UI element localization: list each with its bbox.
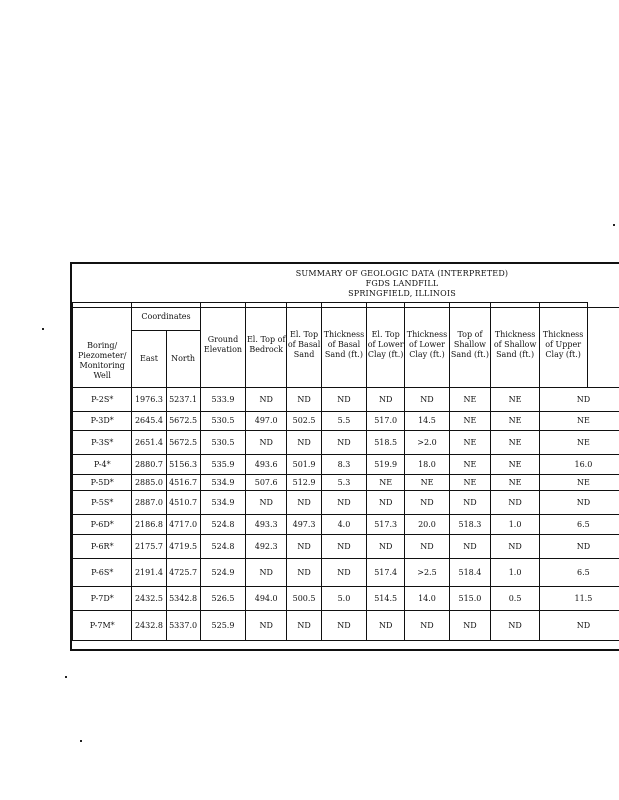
cell-shallow-top: NE <box>449 455 491 475</box>
title-line-3: SPRINGFIELD, ILLINOIS <box>348 289 456 298</box>
cell-basal-top: ND <box>287 491 322 515</box>
header-coordinates: Coordinates <box>132 303 200 331</box>
well-id-cell: P-6S* <box>73 559 132 587</box>
cell-basal-thick: 5.5 <box>322 412 367 431</box>
cell-lower-thick: ND <box>405 388 449 412</box>
cell-lower-thick: >2.5 <box>405 559 449 587</box>
cell-lower-top: ND <box>366 611 405 641</box>
cell-ground: 524.9 <box>200 559 246 587</box>
cell-lower-thick: ND <box>405 491 449 515</box>
cell-lower-top: 517.4 <box>366 559 405 587</box>
cell-east: 2432.8 <box>132 611 166 641</box>
cell-bedrock: ND <box>246 491 287 515</box>
header-top-lower-clay: El. Top of Lower Clay (ft.) <box>366 303 405 388</box>
cell-ground: 534.9 <box>200 475 246 491</box>
header-thickness-basal-sand: Thickness of Basal Sand (ft.) <box>322 303 367 388</box>
table-row <box>73 515 619 535</box>
cell-shallow-thick: NE <box>491 431 539 455</box>
cell-north: 5672.5 <box>166 412 200 431</box>
cell-shallow-thick: ND <box>491 491 539 515</box>
header-top-shallow-sand: Top of Shallow Sand (ft.) <box>449 303 491 388</box>
header-thickness-lower-clay: Thickness of Lower Clay (ft.) <box>405 303 449 388</box>
well-id-cell: P-4* <box>73 455 132 475</box>
cell-east: 2880.7 <box>132 455 166 475</box>
table-row <box>73 475 619 491</box>
cell-east: 2885.0 <box>132 475 166 491</box>
cell-lower-thick: 20.0 <box>405 515 449 535</box>
header-well: Boring/ Piezometer/ Monitoring Well <box>73 303 132 388</box>
cell-bedrock: ND <box>246 559 287 587</box>
cell-east: 2175.7 <box>132 535 166 559</box>
cell-shallow-top: ND <box>449 491 491 515</box>
header-east: East <box>132 331 166 388</box>
cell-east: 2645.4 <box>132 412 166 431</box>
table-row <box>73 491 619 515</box>
cell-shallow-top: 515.0 <box>449 587 491 611</box>
well-id-cell: P-7D* <box>73 587 132 611</box>
cell-upper-thick: ND <box>539 611 619 641</box>
cell-lower-top: 518.5 <box>366 431 405 455</box>
cell-lower-thick: NE <box>405 475 449 491</box>
cell-basal-thick: 8.3 <box>322 455 367 475</box>
data-body <box>73 388 619 641</box>
cell-shallow-top: NE <box>449 475 491 491</box>
cell-basal-top: ND <box>287 431 322 455</box>
cell-north: 4510.7 <box>166 491 200 515</box>
cell-north: 4717.0 <box>166 515 200 535</box>
header-thickness-upper-clay: Thickness of Upper Clay (ft.) <box>539 303 587 388</box>
cell-shallow-top: NE <box>449 388 491 412</box>
cell-shallow-thick: 0.5 <box>491 587 539 611</box>
cell-basal-thick: 5.0 <box>322 587 367 611</box>
cell-ground: 524.8 <box>200 515 246 535</box>
cell-east: 2191.4 <box>132 559 166 587</box>
cell-east: 2887.0 <box>132 491 166 515</box>
cell-basal-thick: ND <box>322 611 367 641</box>
header-north: North <box>166 331 200 388</box>
scan-speck <box>80 740 82 742</box>
cell-shallow-top: ND <box>449 535 491 559</box>
cell-upper-thick: 6.5 <box>539 559 619 587</box>
table-row <box>73 431 619 455</box>
header-top-basal-sand: El. Top of Basal Sand <box>287 303 322 388</box>
cell-lower-thick: 14.0 <box>405 587 449 611</box>
data-grid <box>72 302 619 641</box>
well-id-cell: P-7M* <box>73 611 132 641</box>
cell-basal-top: 500.5 <box>287 587 322 611</box>
well-id-cell: P-5D* <box>73 475 132 491</box>
cell-ground: 525.9 <box>200 611 246 641</box>
cell-upper-thick: 6.5 <box>539 515 619 535</box>
cell-north: 5337.0 <box>166 611 200 641</box>
cell-bedrock: ND <box>246 388 287 412</box>
cell-east: 2651.4 <box>132 431 166 455</box>
cell-north: 4719.5 <box>166 535 200 559</box>
cell-bedrock: ND <box>246 431 287 455</box>
cell-ground: 535.9 <box>200 455 246 475</box>
cell-lower-top: 517.0 <box>366 412 405 431</box>
cell-lower-top: NE <box>366 475 405 491</box>
cell-bedrock: 493.3 <box>246 515 287 535</box>
title-line-1: SUMMARY OF GEOLOGIC DATA (INTERPRETED) <box>295 269 509 278</box>
cell-lower-top: 514.5 <box>366 587 405 611</box>
cell-lower-top: 517.3 <box>366 515 405 535</box>
cell-upper-thick: ND <box>539 535 619 559</box>
cell-shallow-thick: ND <box>491 611 539 641</box>
cell-upper-thick: NE <box>539 431 619 455</box>
table-row <box>73 412 619 431</box>
table-row <box>73 535 619 559</box>
table-row <box>73 388 619 412</box>
table-row <box>73 587 619 611</box>
header-top-bedrock: El. Top of Bedrock <box>246 303 287 388</box>
cell-north: 5672.5 <box>166 431 200 455</box>
cell-basal-thick: ND <box>322 431 367 455</box>
table-row <box>73 611 619 641</box>
cell-lower-top: ND <box>366 535 405 559</box>
table-row <box>73 559 619 587</box>
cell-bedrock: 507.6 <box>246 475 287 491</box>
cell-upper-thick: ND <box>539 491 619 515</box>
cell-east: 1976.3 <box>132 388 166 412</box>
cell-shallow-thick: NE <box>491 388 539 412</box>
cell-upper-thick: 16.0 <box>539 455 619 475</box>
cell-bedrock: 494.0 <box>246 587 287 611</box>
cell-north: 5237.1 <box>166 388 200 412</box>
cell-upper-thick: NE <box>539 475 619 491</box>
cell-ground: 534.9 <box>200 491 246 515</box>
cell-shallow-thick: NE <box>491 455 539 475</box>
cell-basal-top: ND <box>287 611 322 641</box>
cell-bedrock: 493.6 <box>246 455 287 475</box>
cell-basal-top: 502.5 <box>287 412 322 431</box>
cell-north: 4516.7 <box>166 475 200 491</box>
cell-upper-thick: ND <box>539 388 619 412</box>
cell-ground: 530.5 <box>200 431 246 455</box>
cell-shallow-thick: NE <box>491 412 539 431</box>
cell-shallow-top: NE <box>449 431 491 455</box>
cell-basal-top: 501.9 <box>287 455 322 475</box>
header-thickness-shallow-sand: Thickness of Shallow Sand (ft.) <box>491 303 539 388</box>
cell-basal-top: ND <box>287 388 322 412</box>
cell-lower-thick: 14.5 <box>405 412 449 431</box>
cell-lower-thick: 18.0 <box>405 455 449 475</box>
scan-speck <box>65 676 67 678</box>
cell-shallow-top: ND <box>449 611 491 641</box>
cell-north: 4725.7 <box>166 559 200 587</box>
well-id-cell: P-3S* <box>73 431 132 455</box>
well-id-cell: P-2S* <box>73 388 132 412</box>
cell-shallow-top: 518.3 <box>449 515 491 535</box>
cell-basal-top: ND <box>287 559 322 587</box>
cell-ground: 526.5 <box>200 587 246 611</box>
cell-shallow-top: NE <box>449 412 491 431</box>
cell-basal-thick: 5.3 <box>322 475 367 491</box>
cell-lower-thick: >2.0 <box>405 431 449 455</box>
well-id-cell: P-5S* <box>73 491 132 515</box>
cell-shallow-thick: 1.0 <box>491 559 539 587</box>
cell-lower-top: 519.9 <box>366 455 405 475</box>
cell-lower-thick: ND <box>405 535 449 559</box>
cell-basal-thick: ND <box>322 388 367 412</box>
cell-east: 2186.8 <box>132 515 166 535</box>
cell-shallow-top: 518.4 <box>449 559 491 587</box>
cell-upper-thick: 11.5 <box>539 587 619 611</box>
cell-basal-top: 497.3 <box>287 515 322 535</box>
cell-ground: 524.8 <box>200 535 246 559</box>
well-id-cell: P-6R* <box>73 535 132 559</box>
header-ground-elevation: Ground Elevation <box>200 303 246 388</box>
cell-basal-top: 512.9 <box>287 475 322 491</box>
cell-shallow-thick: NE <box>491 475 539 491</box>
table-row <box>73 455 619 475</box>
cell-lower-top: ND <box>366 388 405 412</box>
scan-speck <box>613 224 615 226</box>
well-id-cell: P-3D* <box>73 412 132 431</box>
cell-east: 2432.5 <box>132 587 166 611</box>
cell-bedrock: 497.0 <box>246 412 287 431</box>
cell-lower-thick: ND <box>405 611 449 641</box>
cell-ground: 530.5 <box>200 412 246 431</box>
cell-basal-thick: ND <box>322 559 367 587</box>
cell-north: 5342.8 <box>166 587 200 611</box>
cell-shallow-thick: 1.0 <box>491 515 539 535</box>
cell-ground: 533.9 <box>200 388 246 412</box>
cell-basal-thick: 4.0 <box>322 515 367 535</box>
cell-lower-top: ND <box>366 491 405 515</box>
title-line-2: FGDS LANDFILL <box>365 279 439 288</box>
cell-basal-thick: ND <box>322 535 367 559</box>
well-id-cell: P-6D* <box>73 515 132 535</box>
cell-shallow-thick: ND <box>491 535 539 559</box>
cell-basal-thick: ND <box>322 491 367 515</box>
cell-basal-top: ND <box>287 535 322 559</box>
geologic-data-table <box>70 262 619 651</box>
cell-north: 5156.3 <box>166 455 200 475</box>
cell-bedrock: ND <box>246 611 287 641</box>
cell-bedrock: 492.3 <box>246 535 287 559</box>
scan-speck <box>42 328 44 330</box>
cell-upper-thick: NE <box>539 412 619 431</box>
